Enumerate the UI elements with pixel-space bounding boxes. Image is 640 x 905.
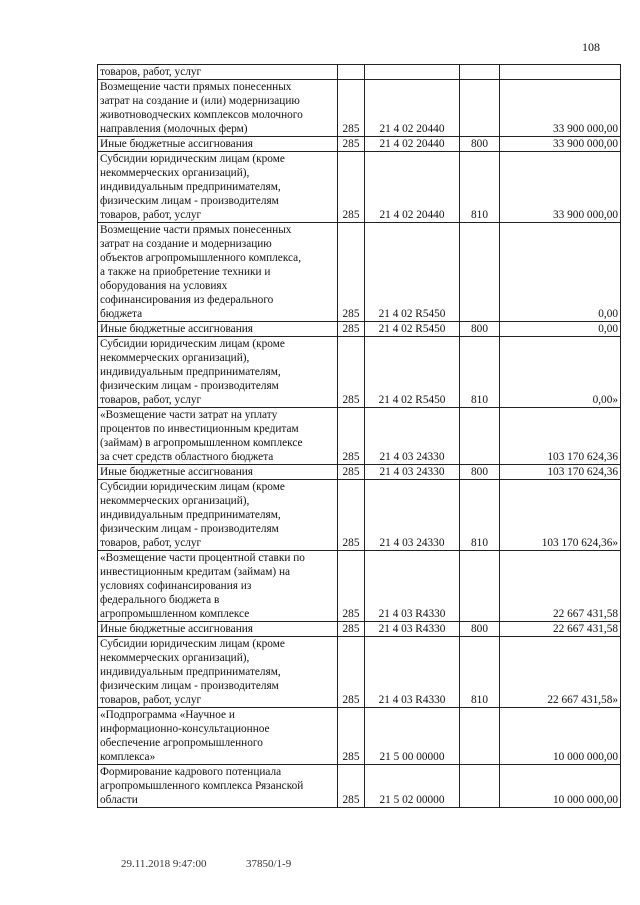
row-sum-text: 0,00»: [592, 394, 618, 406]
row-name-text: Возмещение части прямых понесенных затрат на создание и (или) модернизацию животноводческих комплексов молочного направления (молочных ферм): [100, 81, 303, 135]
row-name-text: Субсидии юридическим лицам (кроме некоммерческих организаций), индивидуальным предпринимателям, физическим лицам - производителям товаров, работ, услуг: [100, 338, 285, 406]
row-csr-text: 21 4 03 24330: [379, 451, 445, 463]
row-csr-cell: [365, 65, 460, 80]
row-code-text: 285: [342, 308, 360, 320]
row-vr-cell: [460, 765, 500, 808]
row-vr-cell: [460, 408, 500, 465]
table-row: [98, 765, 621, 808]
row-name-cell: [98, 551, 338, 622]
row-sum-text: 33 900 000,00: [553, 209, 618, 221]
row-sum-text: 33 900 000,00: [553, 123, 618, 135]
row-name-text: Иные бюджетные ассигнования: [100, 623, 253, 635]
row-vr-text: 810: [471, 209, 488, 221]
row-name-cell: [98, 65, 338, 80]
row-vr-cell: [460, 480, 500, 551]
row-code-cell: [338, 480, 365, 551]
row-name-cell: [98, 223, 338, 322]
row-vr-cell: [460, 223, 500, 322]
row-code-text: 285: [342, 751, 360, 763]
row-code-cell: [338, 637, 365, 708]
row-sum-text: 10 000 000,00: [553, 794, 618, 806]
row-csr-cell: [365, 622, 460, 637]
row-vr-cell: [460, 80, 500, 137]
row-name-cell: [98, 637, 338, 708]
row-name-text: «Подпрограмма «Научное и информационно-консультационное обеспечение агропромышленного комплекса»: [100, 709, 270, 763]
row-name-cell: [98, 408, 338, 465]
row-csr-text: 21 4 03 R4330: [378, 623, 446, 635]
table-row: [98, 465, 621, 480]
table-row: [98, 322, 621, 337]
row-code-text: 285: [342, 623, 360, 635]
row-csr-text: 21 5 00 00000: [379, 751, 445, 763]
table-row: [98, 137, 621, 152]
row-name-cell: [98, 622, 338, 637]
table-row: [98, 152, 621, 223]
row-code-cell: [338, 337, 365, 408]
row-name-text: «Возмещение части затрат на уплату процентов по инвестиционным кредитам (займам) в агропромышленном комплексе за счет средств областного бюджета: [100, 409, 303, 463]
row-vr-text: 800: [471, 138, 488, 150]
row-name-text: Субсидии юридическим лицам (кроме некоммерческих организаций), индивидуальным предпринимателям, физическим лицам - производителям товаров, работ, услуг: [100, 638, 285, 706]
page-number: 108: [582, 40, 600, 54]
row-sum-text: 103 170 624,36: [547, 466, 618, 478]
row-vr-cell: [460, 622, 500, 637]
table-row: [98, 408, 621, 465]
row-code-text: 285: [342, 394, 360, 406]
row-sum-cell: [500, 322, 621, 337]
row-name-text: Иные бюджетные ассигнования: [100, 466, 253, 478]
row-vr-text: 810: [471, 394, 488, 406]
row-name-text: товаров, работ, услуг: [100, 66, 202, 78]
row-code-cell: [338, 622, 365, 637]
row-name-text: Субсидии юридическим лицам (кроме некоммерческих организаций), индивидуальным предпринимателям, физическим лицам - производителям товаров, работ, услуг: [100, 481, 285, 549]
row-sum-text: 33 900 000,00: [553, 138, 618, 150]
row-vr-cell: [460, 708, 500, 765]
row-code-text: 285: [342, 466, 360, 478]
row-sum-text: 103 170 624,36»: [541, 537, 618, 549]
row-name-cell: [98, 708, 338, 765]
table-row: [98, 337, 621, 408]
row-vr-cell: [460, 152, 500, 223]
row-vr-cell: [460, 637, 500, 708]
row-csr-cell: [365, 637, 460, 708]
row-code-cell: [338, 708, 365, 765]
row-code-cell: [338, 65, 365, 80]
row-vr-text: 800: [471, 623, 488, 635]
row-code-text: 285: [342, 608, 360, 620]
row-csr-text: 21 4 03 R4330: [378, 694, 446, 706]
row-code-text: 285: [342, 323, 360, 335]
row-sum-text: 0,00: [598, 323, 618, 335]
row-code-text: 285: [342, 794, 360, 806]
row-code-cell: [338, 465, 365, 480]
row-sum-text: 103 170 624,36: [547, 451, 618, 463]
row-code-text: 285: [342, 138, 360, 150]
row-csr-text: 21 4 03 24330: [379, 466, 445, 478]
row-name-cell: [98, 137, 338, 152]
budget-table: [97, 64, 621, 808]
row-sum-cell: [500, 465, 621, 480]
row-vr-text: 810: [471, 694, 488, 706]
table-row: [98, 480, 621, 551]
row-vr-text: 800: [471, 466, 488, 478]
row-sum-cell: [500, 622, 621, 637]
row-sum-cell: [500, 480, 621, 551]
row-csr-cell: [365, 152, 460, 223]
table-row: [98, 622, 621, 637]
row-sum-cell: [500, 80, 621, 137]
row-name-cell: [98, 80, 338, 137]
row-csr-cell: [365, 223, 460, 322]
footer-date: 29.11.2018 9:47:00: [121, 858, 207, 870]
table-row: [98, 223, 621, 322]
row-sum-cell: [500, 708, 621, 765]
row-name-cell: [98, 465, 338, 480]
row-name-text: Субсидии юридическим лицам (кроме некоммерческих организаций), индивидуальным предпринимателям, физическим лицам - производителям товаров, работ, услуг: [100, 153, 285, 221]
row-code-text: 285: [342, 209, 360, 221]
row-sum-cell: [500, 637, 621, 708]
row-vr-cell: [460, 65, 500, 80]
table-row: [98, 637, 621, 708]
row-name-text: Иные бюджетные ассигнования: [100, 138, 253, 150]
row-csr-cell: [365, 765, 460, 808]
row-code-text: 285: [342, 694, 360, 706]
table-row: [98, 65, 621, 80]
row-code-cell: [338, 152, 365, 223]
row-code-cell: [338, 551, 365, 622]
row-csr-cell: [365, 465, 460, 480]
row-sum-cell: [500, 152, 621, 223]
footer-doc-id: 37850/1-9: [246, 858, 292, 870]
row-name-text: «Возмещение части процентной ставки по инвестиционным кредитам (займам) на условиях софинансирования из федерального бюджета в агропромышленном комплексе: [100, 552, 305, 620]
row-vr-cell: [460, 137, 500, 152]
row-sum-cell: [500, 337, 621, 408]
row-sum-text: 10 000 000,00: [553, 751, 618, 763]
row-csr-text: 21 4 03 R4330: [378, 608, 446, 620]
row-name-cell: [98, 152, 338, 223]
row-sum-cell: [500, 65, 621, 80]
row-sum-text: 22 667 431,58»: [547, 694, 618, 706]
row-vr-cell: [460, 551, 500, 622]
row-vr-text: 800: [471, 323, 488, 335]
table-row: [98, 708, 621, 765]
row-sum-cell: [500, 137, 621, 152]
row-vr-cell: [460, 337, 500, 408]
row-csr-text: 21 4 02 R5450: [378, 323, 446, 335]
table-row: [98, 551, 621, 622]
row-code-cell: [338, 223, 365, 322]
row-sum-cell: [500, 551, 621, 622]
row-name-text: Формирование кадрового потенциала агропромышленного комплекса Рязанской области: [100, 766, 304, 806]
row-csr-cell: [365, 708, 460, 765]
row-csr-cell: [365, 408, 460, 465]
row-name-cell: [98, 480, 338, 551]
row-csr-cell: [365, 137, 460, 152]
row-code-cell: [338, 765, 365, 808]
row-csr-cell: [365, 322, 460, 337]
row-csr-text: 21 4 02 20440: [379, 123, 445, 135]
row-csr-cell: [365, 551, 460, 622]
row-csr-cell: [365, 480, 460, 551]
table-row: [98, 80, 621, 137]
row-code-cell: [338, 322, 365, 337]
row-code-cell: [338, 408, 365, 465]
row-csr-text: 21 4 02 R5450: [378, 394, 446, 406]
row-vr-cell: [460, 322, 500, 337]
row-code-text: 285: [342, 537, 360, 549]
row-code-text: 285: [342, 123, 360, 135]
row-code-cell: [338, 137, 365, 152]
table-body: [98, 65, 621, 808]
row-sum-text: 22 667 431,58: [553, 623, 618, 635]
row-csr-text: 21 5 02 00000: [379, 794, 445, 806]
row-sum-cell: [500, 223, 621, 322]
row-csr-text: 21 4 02 R5450: [378, 308, 446, 320]
row-code-cell: [338, 80, 365, 137]
row-csr-text: 21 4 02 20440: [379, 138, 445, 150]
row-code-text: 285: [342, 451, 360, 463]
row-name-cell: [98, 337, 338, 408]
row-vr-text: 810: [471, 537, 488, 549]
row-name-cell: [98, 322, 338, 337]
row-csr-text: 21 4 03 24330: [379, 537, 445, 549]
row-name-text: Иные бюджетные ассигнования: [100, 323, 253, 335]
row-csr-cell: [365, 80, 460, 137]
row-sum-cell: [500, 408, 621, 465]
row-sum-text: 0,00: [598, 308, 618, 320]
row-sum-cell: [500, 765, 621, 808]
row-vr-cell: [460, 465, 500, 480]
row-name-text: Возмещение части прямых понесенных затрат на создание и модернизацию объектов агропромышленного комплекса, а также на приобретение техники и оборудования на условиях софинансирования из федерального бюджета: [100, 224, 302, 320]
row-name-cell: [98, 765, 338, 808]
row-csr-cell: [365, 337, 460, 408]
row-sum-text: 22 667 431,58: [553, 608, 618, 620]
row-csr-text: 21 4 02 20440: [379, 209, 445, 221]
